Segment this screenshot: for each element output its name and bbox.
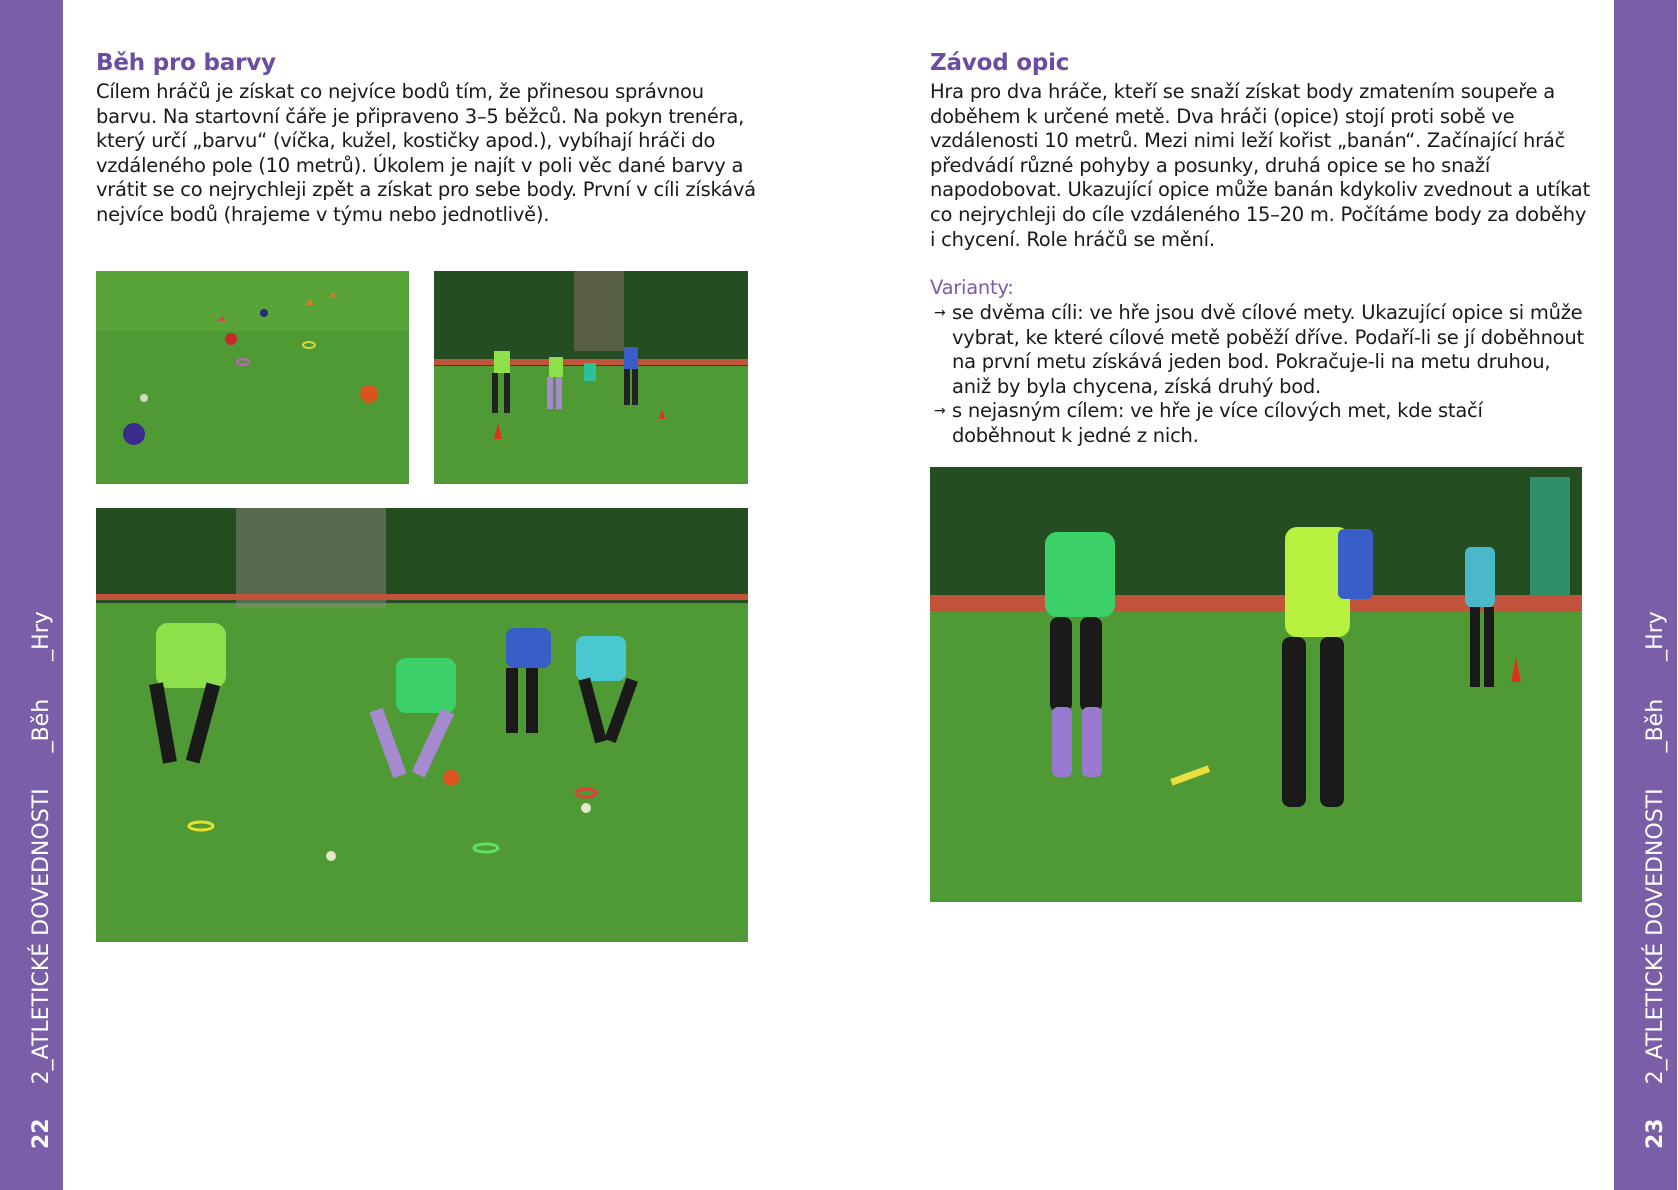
- photo-children-picking-items: [96, 508, 748, 942]
- page-number: 23: [1643, 1118, 1668, 1149]
- section-label: _Běh: [1643, 698, 1668, 753]
- variant-text: se dvěma cíli: ve hře jsou dvě cílové mety. Ukazující opice si může vybrat, ke které cílové metě poběží dříve. Podaří-li se jí doběhnout na první metu získává jeden bod. Pokračuje-li na metu druhou, aniž by byla chycena, získá druhý bod.: [952, 301, 1584, 398]
- photo-children-running-cones: [434, 271, 748, 484]
- page-number: 22: [29, 1118, 54, 1149]
- left-sidebar: [0, 0, 63, 1190]
- variant-text: s nejasným cílem: ve hře je více cílových met, kde stačí doběhnout k jedné z nich.: [952, 399, 1483, 447]
- subsection-label: _Hry: [29, 611, 54, 661]
- section-title: Závod opic: [930, 50, 1070, 76]
- left-sidebar-label: [31, 611, 53, 1149]
- chapter-label: 2_ATLETICKÉ DOVEDNOSTI: [29, 788, 54, 1085]
- section-label: _Běh: [29, 698, 54, 753]
- section-title: Běh pro barvy: [96, 50, 276, 76]
- list-item: [930, 301, 1590, 399]
- section-body: Cílem hráčů je získat co nejvíce bodů tím, že přinesou správnou barvu. Na startovní čáře je připraveno 3–5 běžců. Na pokyn trenéra, který určí „barvu“ (víčka, kužel, kostičky apod.), vybíhají hráči do vzdáleného pole (10 metrů). Úkolem je najít v poli věc dané barvy a vrátit se co nejrychleji zpět a získat pro sebe body. První v cíli získává nejvíce bodů (hrajeme v týmu nebo jednotlivě).: [96, 80, 756, 226]
- list-item: [930, 399, 1590, 448]
- variants-title: Varianty:: [930, 276, 1014, 299]
- arrow-right-icon: →: [934, 305, 946, 321]
- chapter-label: 2_ATLETICKÉ DOVEDNOSTI: [1643, 788, 1668, 1085]
- right-sidebar-label: [1645, 611, 1667, 1149]
- photo-two-girls-monkey-game: [930, 467, 1582, 902]
- variants-list: [930, 301, 1590, 449]
- subsection-label: _Hry: [1643, 611, 1668, 661]
- arrow-right-icon: →: [934, 403, 946, 420]
- section-body: Hra pro dva hráče, kteří se snaží získat body zmatením soupeře a doběhem k určené metě. Dva hráči (opice) stojí proti sobě ve vzdálenosti 10 metrů. Mezi nimi leží kořist „banán“. Začínající hráč předvádí různé pohyby a posunky, druhá opice se ho snaží napodobovat. Ukazující opice může banán kdykoliv zvednout a utíkat co nejrychleji do cíle vzdáleného 15–20 m. Počítáme body za doběhy i chycení. Role hráčů se mění.: [930, 80, 1590, 251]
- right-sidebar: [1614, 0, 1677, 1190]
- photo-colored-balls-on-grass: [96, 271, 409, 484]
